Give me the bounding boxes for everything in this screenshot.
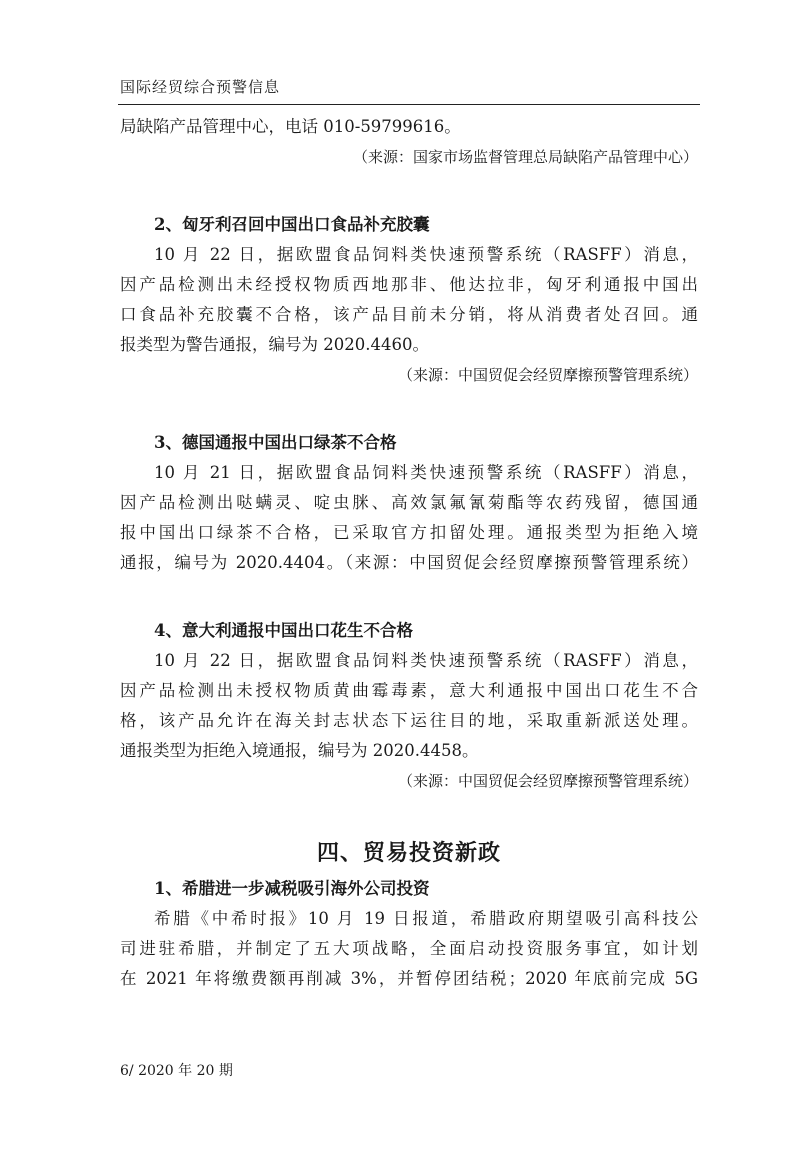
item-2-line: 10 月 22 日，据欧盟食品饲料类快速预警系统（RASFF）消息， bbox=[154, 245, 698, 264]
item-4-line: 通报类型为拒绝入境通报，编号为 2020.4458。 bbox=[120, 741, 479, 760]
page-content bbox=[120, 112, 698, 994]
intro-source: （来源：国家市场监督管理总局缺陷产品管理中心） bbox=[352, 148, 698, 166]
item-4 bbox=[120, 616, 698, 796]
item-2-source: （来源：中国贸促会经贸摩擦预警管理系统） bbox=[397, 366, 698, 384]
section-title: 四、贸易投资新政 bbox=[316, 841, 501, 866]
item-4-source: （来源：中国贸促会经贸摩擦预警管理系统） bbox=[397, 772, 698, 790]
item-2-line: 口食品补充胶囊不合格，该产品目前未分销，将从消费者处召回。通 bbox=[120, 305, 698, 324]
header-divider bbox=[118, 104, 700, 105]
item-2 bbox=[120, 210, 698, 390]
item-3-line: 10 月 21 日，据欧盟食品饲料类快速预警系统（RASFF）消息， bbox=[154, 463, 698, 482]
spacer bbox=[120, 578, 698, 616]
item-3-line: 通报，编号为 2020.4404。（来源：中国贸促会经贸摩擦预警管理系统） bbox=[120, 553, 698, 572]
item-2-heading: 2、匈牙利召回中国出口食品补充胶囊 bbox=[154, 215, 430, 234]
section-4-item-1-line: 希腊《中希时报》10 月 19 日报道，希腊政府期望吸引高科技公 bbox=[154, 909, 698, 928]
item-3-line: 报中国出口绿茶不合格，已采取官方扣留处理。通报类型为拒绝入境 bbox=[120, 523, 698, 542]
item-3-line: 因产品检测出哒螨灵、啶虫脒、高效氯氟氰菊酯等农药残留，德国通 bbox=[120, 493, 698, 512]
item-4-line: 格，该产品允许在海关封志状态下运往目的地，采取重新派送处理。 bbox=[120, 711, 698, 730]
item-4-line: 因产品检测出未授权物质黄曲霉毒素，意大利通报中国出口花生不合 bbox=[120, 681, 698, 700]
item-2-line: 报类型为警告通报，编号为 2020.4460。 bbox=[120, 335, 429, 354]
item-2-line: 因产品检测出未经授权物质西地那非、他达拉非，匈牙利通报中国出 bbox=[120, 275, 698, 294]
intro-line: 局缺陷产品管理中心，电话 010-59799616。 bbox=[120, 117, 461, 136]
section-4-item-1 bbox=[120, 874, 698, 994]
page-number: 6/ 2020 年 20 期 bbox=[120, 1063, 233, 1079]
item-4-heading: 4、意大利通报中国出口花生不合格 bbox=[154, 621, 413, 640]
section-4-item-1-line: 司进驻希腊，并制定了五大项战略，全面启动投资服务事宜，如计划 bbox=[120, 939, 698, 958]
item-3 bbox=[120, 428, 698, 578]
section-4-item-1-line: 在 2021 年将缴费额再削减 3%，并暂停团结税；2020 年底前完成 5G bbox=[120, 969, 698, 988]
publication-title: 国际经贸综合预警信息 bbox=[120, 78, 281, 96]
spacer bbox=[120, 390, 698, 428]
item-4-line: 10 月 22 日，据欧盟食品饲料类快速预警系统（RASFF）消息， bbox=[154, 651, 698, 670]
spacer bbox=[120, 796, 698, 834]
section-4-item-1-heading: 1、希腊进一步减税吸引海外公司投资 bbox=[154, 879, 430, 898]
item-3-heading: 3、德国通报中国出口绿茶不合格 bbox=[154, 433, 397, 452]
spacer bbox=[120, 172, 698, 210]
